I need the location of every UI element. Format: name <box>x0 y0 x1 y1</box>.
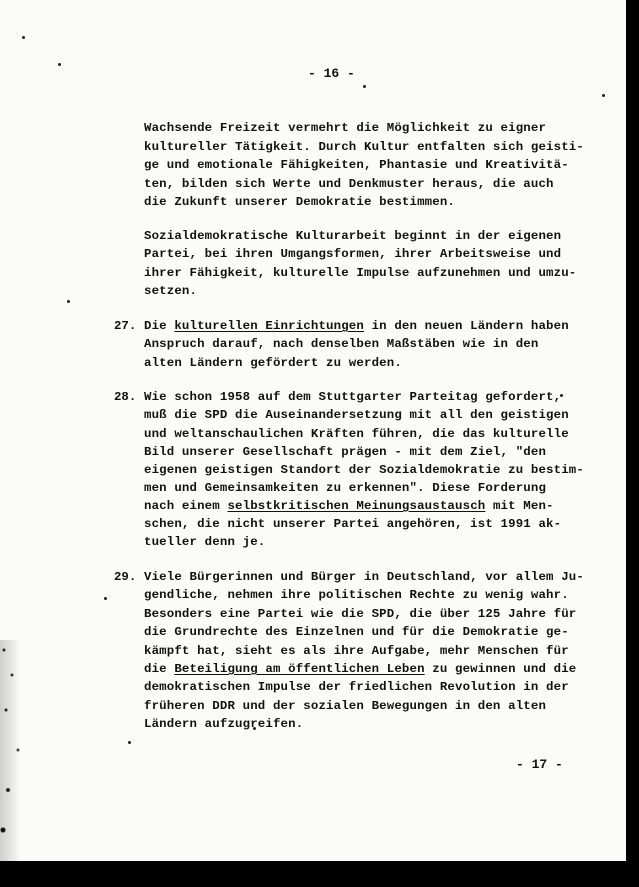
intro-line: die Zukunft unserer Demokratie bestimmen. <box>144 195 456 209</box>
underlined-term: selbstkritischen Meinungsaustausch <box>227 499 486 513</box>
scan-speck <box>58 63 61 66</box>
intro-line: ten, bilden sich Werte und Denkmuster heraus, die auch <box>144 177 554 191</box>
culture-line: Sozialdemokratische Kulturarbeit beginnt in der eigenen <box>144 229 562 243</box>
scan-border-bottom <box>0 861 639 887</box>
section-29-line: früheren DDR und der sozialen Bewegungen in den alten <box>144 699 547 713</box>
scan-border-right <box>626 0 639 887</box>
section-27-line: Anspruch darauf, nach denselben Maßstäben wie in den <box>144 337 539 351</box>
section-28-line: und weltanschaulichen Kräften führen, die das kulturelle <box>144 427 569 441</box>
section-28-line: tueller denn je. <box>144 535 266 549</box>
culture-line: Partei, bei ihren Umgangsformen, ihrer Arbeitsweise und <box>144 247 562 261</box>
culture-line: ihrer Fähigkeit, kulturelle Impulse aufzunehmen und umzu- <box>144 266 577 280</box>
intro-line: kultureller Tätigkeit. Durch Kultur entfalten sich geisti- <box>144 140 584 154</box>
scan-speck <box>363 85 366 88</box>
section-28-line: eigenen geistigen Standort der Sozialdemokratie zu bestim- <box>144 463 584 477</box>
section-28-line: muß die SPD die Auseinandersetzung mit all den geistigen <box>144 408 569 422</box>
underlined-term: kulturellen Einrichtungen <box>174 319 364 333</box>
section-29-line: gendliche, nehmen ihre politischen Rechte zu wenig wahr. <box>144 588 569 602</box>
section-28-line: men und Gemeinsamkeiten zu erkennen". Diese Forderung <box>144 481 547 495</box>
section-28-line: nach einem selbstkritischen Meinungsaustausch mit Men- <box>144 499 554 513</box>
page-number: - 16 - <box>308 66 355 81</box>
intro-line: Wachsende Freizeit vermehrt die Möglichkeit zu eigner <box>144 121 547 135</box>
section-28-line: Wie schon 1958 auf dem Stuttgarter Parteitag gefordert, <box>144 390 562 404</box>
section-number-27: 27. <box>114 319 137 333</box>
intro-line: ge und emotionale Fähigkeiten, Phantasie und Kreativitä- <box>144 158 569 172</box>
section-29-line: Ländern aufzugreifen. <box>144 717 304 731</box>
scan-speck <box>602 94 605 97</box>
underlined-term: Beteiligung am öffentlichen Leben <box>174 662 425 676</box>
scan-noise <box>0 640 30 861</box>
section-29-line: Viele Bürgerinnen und Bürger in Deutschland, vor allem Ju- <box>144 570 584 584</box>
section-29-line: Besonders eine Partei wie die SPD, die über 125 Jahre für <box>144 607 577 621</box>
section-number-28: 28. <box>114 390 137 404</box>
section-27-line: alten Ländern gefördert zu werden. <box>144 356 402 370</box>
next-page-marker: - 17 - <box>516 757 563 772</box>
section-28-line: Bild unserer Gesellschaft prägen - mit dem Ziel, "den <box>144 445 547 459</box>
scan-speck <box>128 741 131 744</box>
scan-speck <box>104 597 107 600</box>
section-29-line: demokratischen Impulse der friedlichen Revolution in der <box>144 680 569 694</box>
section-29-line: die Grundrechte des Einzelnen und für die Demokratie ge- <box>144 625 569 639</box>
scan-speck <box>67 300 70 303</box>
section-27-line: Die kulturellen Einrichtungen in den neuen Ländern haben <box>144 319 569 333</box>
section-29-line: kämpft hat, sieht es als ihre Aufgabe, mehr Menschen für <box>144 644 569 658</box>
section-number-29: 29. <box>114 570 137 584</box>
scan-speck <box>22 36 25 39</box>
section-28-line: schen, die nicht unserer Partei angehören, ist 1991 ak- <box>144 517 562 531</box>
culture-line: setzen. <box>144 284 198 298</box>
section-29-line: die Beteiligung am öffentlichen Leben zu gewinnen und die <box>144 662 577 676</box>
